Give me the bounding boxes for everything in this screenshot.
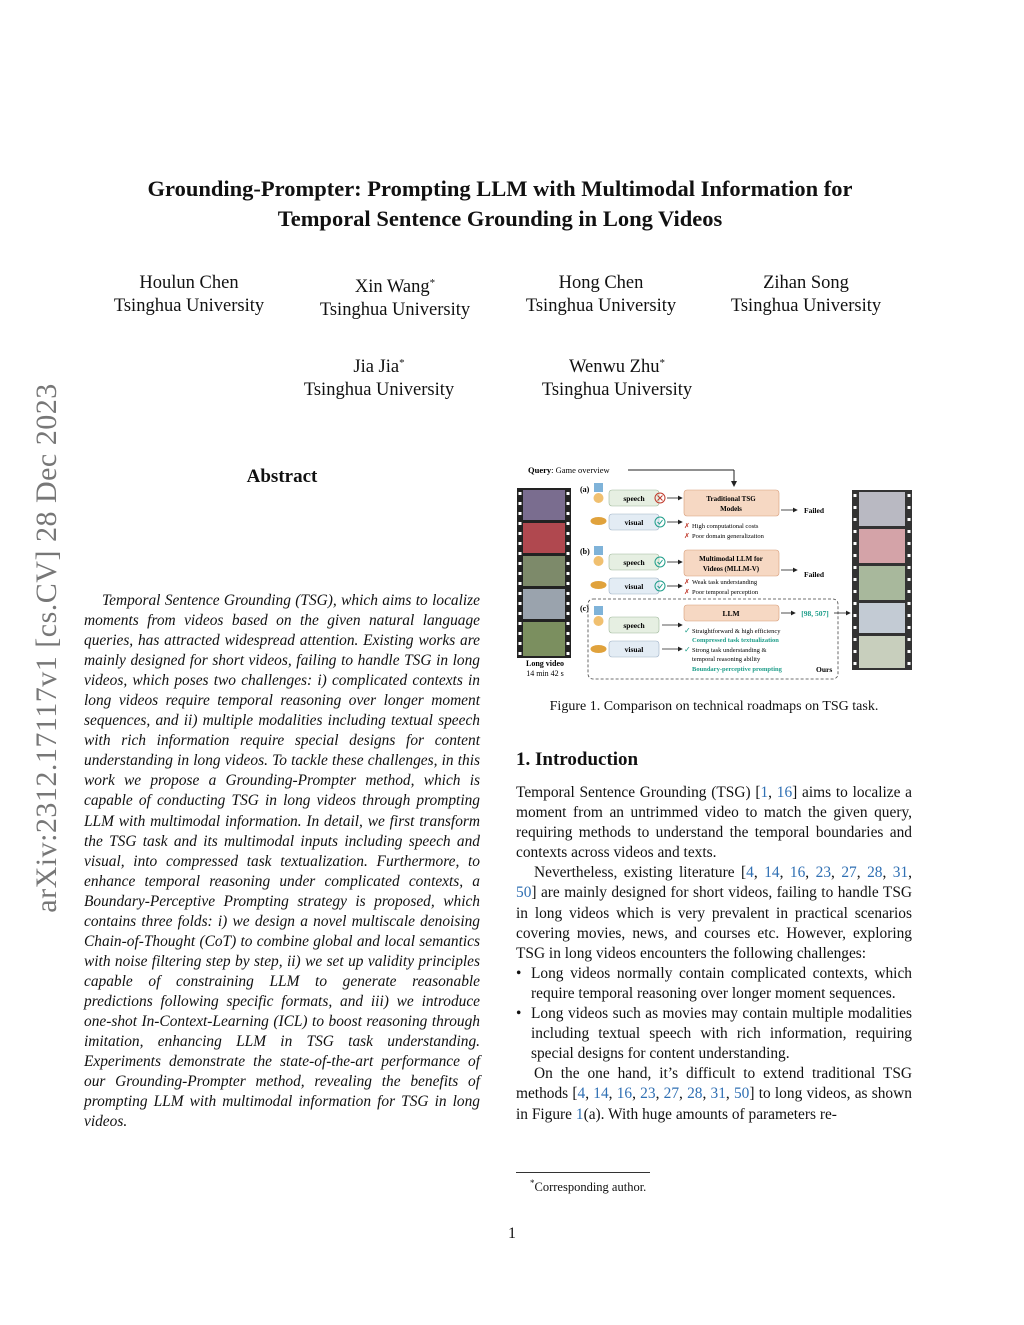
author-mark: * xyxy=(429,277,436,289)
footnote-rule xyxy=(516,1172,650,1173)
glasses-icon xyxy=(591,581,607,589)
intro-paragraph-1: Temporal Sentence Grounding (TSG) [1, 16] aims to localize a moment from an untrimmed video to match the given query, requiring methods to understand the temporal boundaries and contexts across videos and texts. xyxy=(516,784,913,862)
traditional-models-label-2: Models xyxy=(720,505,742,513)
author-mark: * xyxy=(399,357,405,369)
figure-1-diagram xyxy=(514,462,914,684)
abstract-body: Temporal Sentence Grounding (TSG), which aims to localize moments from videos based on the given natural language queries, has attracted widespread attention. Existing works are mainly designed for short videos, failing to handle TSG in long videos, which poses two challenges: i) complicated contexts in long videos require temporal reasoning over longer moment sequences, and ii) multiple modalities including textual speech with rich information require special designs for content understanding in long videos. To tackle these challenges, in this work we propose a Grounding-Prompter method, which is capable of conducting TSG in long videos through prompting LLM with multimodal information. In detail, we first transform the TSG task and its multimodal inputs including speech and visual, into compressed task textualization. Furthermore, to enhance temporal reasoning under complicated contexts, a Boundary-Perceptive Prompting strategy is proposed, which contains three folds: i) we design a novel multiscale denoising Chain-of-Thought (CoT) to combine global and local semantics with noise filtering step by step, ii) we set up validity principles capable of constraining LLM to generate reasonable predictions following specific formats, and iii) we introduce one-shot In-Context-Learning (ICL) to boost reasoning through imitation, enhancing LLM in TSG task understanding. Experiments demonstrate the state-of-the-art performance of our Grounding-Prompter method, revealing the benefits of prompting LLM with multimodal information for TSG in long videos. xyxy=(84,592,480,1131)
paper-title xyxy=(60,174,940,234)
list-item: • Long videos such as movies may contain multiple modalities including textual speech with rich information, requiring special designs for content understanding. xyxy=(516,1004,912,1064)
tick-icon: ✓ xyxy=(684,645,691,654)
page-number: 1 xyxy=(508,1225,516,1242)
intro-paragraph-3: On the one hand, it’s difficult to extend traditional TSG methods [4, 14, 16, 23, 27, 28, 31, 50] to long videos, as shown in Figure 1(a). With huge amounts of parameters re- xyxy=(516,1065,912,1123)
author-block xyxy=(491,272,711,318)
tick-icon: ✓ xyxy=(684,626,691,635)
person-icon xyxy=(594,556,604,566)
author-name: Wenwu Zhu xyxy=(569,357,660,377)
author-block xyxy=(507,352,727,402)
author-affiliation: Tsinghua University xyxy=(113,296,265,316)
duration-label: 14 min 42 s xyxy=(526,669,564,678)
ours-label: Ours xyxy=(816,665,833,674)
result-interval: [98, 507] xyxy=(801,609,829,618)
con-text: Poor domain generalizaiton xyxy=(692,533,764,540)
con-text: High computational costs xyxy=(692,523,759,530)
highlight-text: Boundary-perceptive prompting xyxy=(692,666,782,673)
citation-link[interactable]: 16 xyxy=(789,864,806,882)
con-text: Poor temporal perception xyxy=(692,589,759,596)
glasses-icon xyxy=(591,517,607,525)
author-block xyxy=(285,272,505,322)
citation-link[interactable]: 23 xyxy=(640,1085,656,1103)
author-name: Houlun Chen xyxy=(139,273,239,293)
citation-link[interactable]: 1 xyxy=(760,784,769,801)
llm-label: LLM xyxy=(722,609,740,618)
footnote: *Corresponding author. xyxy=(530,1178,647,1195)
citation-link[interactable]: 16 xyxy=(776,784,793,801)
failed-label: Failed xyxy=(804,506,824,515)
person-icon xyxy=(594,493,604,503)
mllm-label: Multimodal LLM for xyxy=(699,555,763,563)
cross-icon: ✗ xyxy=(684,532,690,540)
author-affiliation: Tsinghua University xyxy=(319,300,471,320)
arxiv-identifier: arXiv:2312.17117v1 [cs.CV] 28 Dec 2023 xyxy=(30,383,63,913)
intro-paragraph-2: Nevertheless, existing literature [4, 14, 16, 23, 27, 28, 31, 50] are mainly designed for short videos, failing to handle TSG in long videos which is very prevalent in practical scenarios covering movies, news, and courses etc. However, exploring TSG in long videos encounters the following challenges: xyxy=(516,864,913,962)
citation-link[interactable]: 14 xyxy=(593,1085,609,1103)
speech-icon xyxy=(594,606,603,615)
con-text: Weak task understanding xyxy=(692,579,758,586)
glasses-icon xyxy=(591,645,607,653)
citation-link[interactable]: 4 xyxy=(577,1085,586,1103)
citation-link[interactable]: 31 xyxy=(892,864,909,882)
pro-text-2: temporal reasoning ability xyxy=(692,656,761,663)
citation-link[interactable]: 28 xyxy=(687,1085,703,1103)
introduction-heading: 1. Introduction xyxy=(516,749,639,770)
panel-c xyxy=(588,599,850,679)
title-line-2: Temporal Sentence Grounding in Long Videos xyxy=(277,206,723,231)
citation-link[interactable]: 50 xyxy=(516,884,532,902)
challenge-list xyxy=(516,964,912,1064)
mllm-label-2: Videos (MLLM-V) xyxy=(702,565,760,573)
panel-a xyxy=(591,483,825,540)
citation-link[interactable]: 31 xyxy=(710,1085,726,1103)
author-name: Hong Chen xyxy=(558,273,644,293)
author-affiliation: Tsinghua University xyxy=(730,296,882,316)
person-icon xyxy=(594,616,604,626)
speech-label: speech xyxy=(623,621,645,630)
speech-label: speech xyxy=(623,558,645,567)
visual-label: visual xyxy=(624,645,644,654)
introduction-body xyxy=(516,783,912,1125)
title-line-1: Grounding-Prompter: Prompting LLM with Multimodal Information for xyxy=(147,176,853,201)
author-mark: * xyxy=(659,357,665,369)
cross-icon: ✗ xyxy=(684,578,690,586)
pro-text: Straightforward & high efficiency xyxy=(692,628,781,635)
visual-label: visual xyxy=(624,582,644,591)
abstract-heading: Abstract xyxy=(246,466,318,487)
author-name: Xin Wang xyxy=(354,277,430,297)
author-affiliation: Tsinghua University xyxy=(303,380,455,400)
author-affiliation: Tsinghua University xyxy=(541,380,693,400)
citation-link[interactable]: 50 xyxy=(733,1085,750,1103)
right-film-strip xyxy=(852,490,912,670)
citation-link[interactable]: 27 xyxy=(841,864,857,882)
citation-link[interactable]: 28 xyxy=(867,864,883,882)
author-affiliation: Tsinghua University xyxy=(525,296,677,316)
figure-link[interactable]: 1 xyxy=(575,1105,584,1123)
panel-c-label: (c) xyxy=(580,604,589,613)
left-film-strip xyxy=(517,488,571,658)
citation-link[interactable]: 16 xyxy=(616,1085,633,1103)
citation-link[interactable]: 4 xyxy=(746,864,754,882)
citation-link[interactable]: 14 xyxy=(764,864,780,882)
figure-query: Query: Game overview xyxy=(528,465,610,475)
cross-icon: ✗ xyxy=(684,522,690,530)
highlight-text: Compressed task textualization xyxy=(692,637,779,644)
cross-icon: ✗ xyxy=(684,588,690,596)
speech-label: speech xyxy=(623,494,645,503)
visual-label: visual xyxy=(624,518,644,527)
citation-link[interactable]: 23 xyxy=(815,864,832,882)
traditional-models-label: Traditional TSG xyxy=(706,495,756,503)
author-block xyxy=(696,272,916,318)
figure-caption: Figure 1. Comparison on technical roadmaps on TSG task. xyxy=(549,699,879,714)
author-name: Zihan Song xyxy=(763,273,849,293)
author-name: Jia Jia xyxy=(353,357,400,377)
speech-icon xyxy=(594,483,603,492)
list-item: • Long videos normally contain complicated contexts, which require temporal reasoning over longer moment sequences. xyxy=(516,964,912,1004)
author-block xyxy=(269,352,489,402)
panel-a-label: (a) xyxy=(580,485,590,494)
failed-label: Failed xyxy=(804,570,824,579)
pro-text: Strong task understanding & xyxy=(692,647,767,654)
panel-b xyxy=(591,546,825,596)
citation-link[interactable]: 27 xyxy=(663,1085,680,1103)
speech-icon xyxy=(594,546,603,555)
panel-b-label: (b) xyxy=(580,547,590,556)
author-block xyxy=(79,272,299,318)
long-video-label: Long video xyxy=(525,659,565,668)
